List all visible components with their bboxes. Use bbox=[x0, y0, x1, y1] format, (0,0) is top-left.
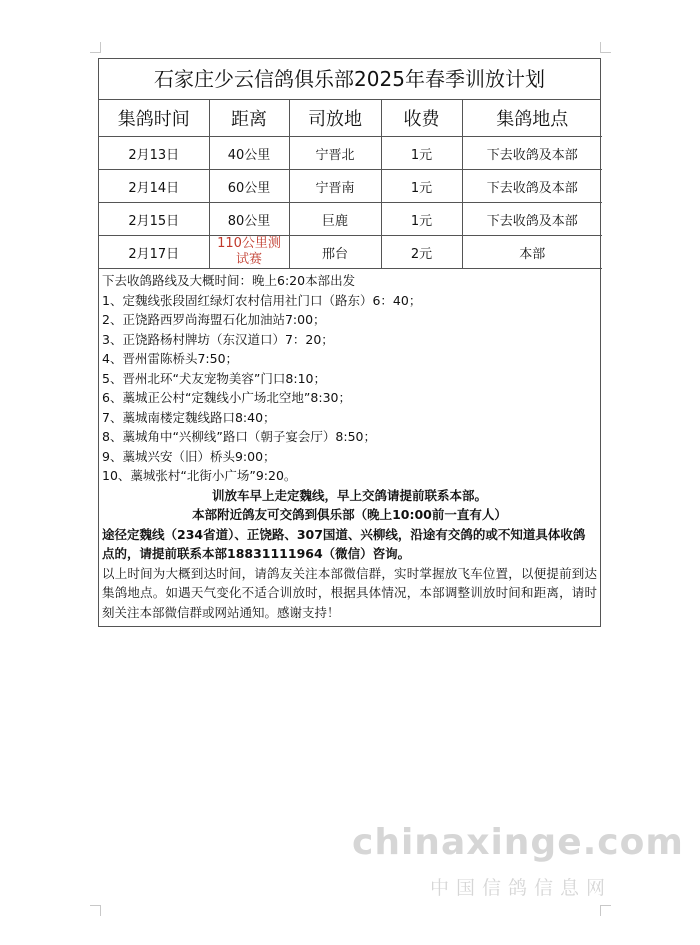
route-stop: 1、定魏线张段固红绿灯农村信用社门口（路东）6：40； bbox=[102, 292, 422, 308]
header-cell: 集鸽地点 bbox=[462, 100, 602, 137]
route-stop: 7、藁城南楼定魏线路口8:40； bbox=[102, 409, 276, 425]
schedule-table bbox=[99, 100, 602, 269]
route-stop: 3、正饶路杨村牌坊（东汉道口）7：20； bbox=[102, 331, 334, 347]
header-cell: 收费 bbox=[381, 100, 462, 137]
release-place-cell: 巨鹿 bbox=[289, 203, 381, 236]
header-cell: 距离 bbox=[209, 100, 289, 137]
watermark-name: 中国信鸽信息网 bbox=[430, 877, 613, 899]
table-row bbox=[99, 170, 602, 203]
table-row bbox=[99, 137, 602, 170]
fee-cell: 2元 bbox=[381, 236, 462, 269]
contact-notice: 途径定魏线（234省道）、正饶路、307国道、兴柳线，沿途有交鸽的或不知道具体收鸽点的，请提前联系本部18831111964（微信）咨询。 bbox=[102, 526, 586, 561]
header-cell: 司放地 bbox=[289, 100, 381, 137]
release-place-cell: 邢台 bbox=[289, 236, 381, 269]
table-row bbox=[99, 236, 602, 269]
route-stop: 9、藁城兴安（旧）桥头9:00； bbox=[102, 448, 276, 464]
header-cell: 集鸽时间 bbox=[99, 100, 209, 137]
document-title: 石家庄少云信鸽俱乐部2025年春季训放计划 bbox=[99, 59, 600, 100]
bold-notice: 训放车早上走定魏线，早上交鸽请提前联系本部。 bbox=[211, 487, 487, 503]
page-corner-mark bbox=[600, 42, 611, 53]
route-stop: 5、晋州北环“犬友宠物美容”门口8:10； bbox=[102, 370, 326, 386]
release-place-cell: 宁晋南 bbox=[289, 170, 381, 203]
date-cell: 2月13日 bbox=[99, 137, 209, 170]
closing-paragraph: 以上时间为大概到达时间，请鸽友关注本部微信群，实时掌握放飞车位置，以便提前到达集鸽地点。如遇天气变化不适合训放时，根据具体情况，本部调整训放时间和距离，请时刻关注本部微信群或网站通知。感谢支持！ bbox=[102, 565, 597, 620]
notes-section bbox=[99, 269, 600, 626]
fee-cell: 1元 bbox=[381, 137, 462, 170]
bold-notice: 本部附近鸽友可交鸽到俱乐部（晚上10:00前一直有人） bbox=[192, 507, 507, 522]
page-corner-mark bbox=[600, 905, 611, 916]
route-intro: 下去收鸽路线及大概时间：晚上6:20本部出发 bbox=[102, 273, 356, 288]
collection-location-cell: 下去收鸽及本部 bbox=[462, 170, 602, 203]
route-stop: 8、藁城角中“兴柳线”路口（朝子宴会厅）8:50； bbox=[102, 429, 376, 444]
distance-line: 试赛 bbox=[235, 252, 262, 267]
page-corner-mark bbox=[90, 42, 101, 53]
table-row bbox=[99, 203, 602, 236]
distance-cell: 40公里 bbox=[209, 137, 289, 170]
collection-location-cell: 下去收鸽及本部 bbox=[462, 203, 602, 236]
route-stop: 4、晋州雷陈桥头7:50； bbox=[102, 351, 239, 366]
fee-cell: 1元 bbox=[381, 170, 462, 203]
distance-cell bbox=[209, 236, 289, 269]
route-stop: 10、藁城张村“北街小广场”9:20。 bbox=[102, 468, 297, 483]
watermark-site: chinaxinge.com bbox=[352, 822, 684, 863]
collection-location-cell: 下去收鸽及本部 bbox=[462, 137, 602, 170]
training-plan-document bbox=[98, 58, 601, 627]
route-stop: 6、藁城正公村“定魏线小广场北空地”8:30； bbox=[102, 390, 351, 405]
table-header-row bbox=[99, 100, 602, 137]
page-corner-mark bbox=[90, 905, 101, 916]
date-cell: 2月15日 bbox=[99, 203, 209, 236]
date-cell: 2月14日 bbox=[99, 170, 209, 203]
distance-line: 110公里测 bbox=[217, 236, 281, 251]
date-cell: 2月17日 bbox=[99, 236, 209, 269]
collection-location-cell: 本部 bbox=[462, 236, 602, 269]
distance-cell: 60公里 bbox=[209, 170, 289, 203]
route-stop: 2、正饶路西罗尚海盟石化加油站7:00； bbox=[102, 312, 326, 327]
release-place-cell: 宁晋北 bbox=[289, 137, 381, 170]
distance-cell: 80公里 bbox=[209, 203, 289, 236]
fee-cell: 1元 bbox=[381, 203, 462, 236]
